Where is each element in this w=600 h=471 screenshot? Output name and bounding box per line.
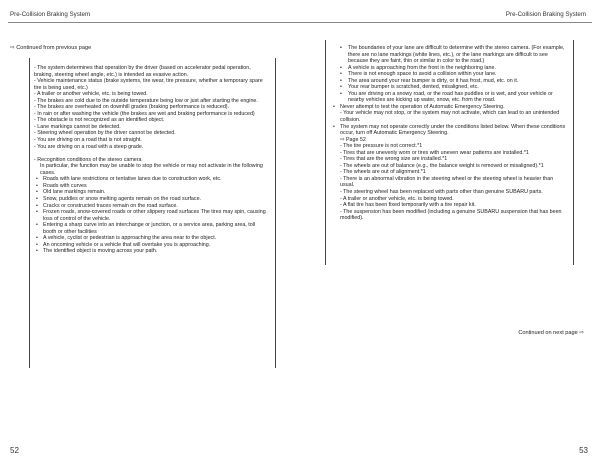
list-item: • Old lane markings remain. [36, 189, 106, 196]
header-title-right: Pre-Collision Braking System [505, 11, 586, 18]
list-item: • Roads with curves [36, 182, 87, 189]
list-item: • Snow, puddles or snow melting agents remain on the road surface. [36, 195, 202, 202]
left-margin-rule [29, 58, 30, 368]
list-item: • The area around your rear bumper is dirty, or it has frost, mud, etc. on it. [340, 77, 519, 84]
condition-item: - Lane markings cannot be detected. [34, 123, 121, 130]
list-item: • Your rear bumper is scratched, dented, misaligned, etc. [340, 84, 479, 91]
condition-item: - You are driving on a road with a steep grade. [34, 143, 144, 150]
continued-next-note: Continued on next page ⇨ [518, 330, 584, 336]
bullet-icon: • [36, 182, 38, 189]
bullet-icon: • [36, 235, 38, 242]
list-item: • There is not enough space to avoid a collision within your lane. [340, 71, 497, 78]
condition-item: - The wheels are out of balance (e.g., the balance weight is removed or misaligned).*1 [340, 162, 544, 169]
bullet-icon: • [340, 45, 342, 51]
list-item: • An oncoming vehicle or a vehicle that will overtake you is approaching. [36, 241, 211, 248]
condition-item: - The suspension has been modified (including a genuine SUBARU suspension that has been modified). [340, 208, 562, 222]
warning-subitem: - Your vehicle may not stop, or the system may not activate, which can lead to an unintended collision. [340, 110, 560, 124]
bullet-icon: • [340, 64, 342, 71]
list-item: • Frozen roads, snow-covered roads or other slippery road surfaces The tires may spin, causing loss of control of the vehicle. [36, 209, 266, 222]
bullet-icon: • [36, 195, 38, 202]
section-intro: In particular, the function may be unable to stop the vehicle or may not activate in the following cases. [40, 163, 263, 176]
page-number-right: 53 [579, 446, 588, 455]
left-column [34, 65, 266, 255]
bullet-icon: • [36, 202, 38, 209]
bullet-icon: • [36, 241, 38, 248]
section-title: - Recognition conditions of the stereo camera [34, 156, 142, 163]
condition-item: - The system determines that operation by the driver (based on accelerator pedal operation, braking, steering wheel angle, etc.) is intended as evasive action. [34, 65, 251, 78]
bullet-icon: • [36, 189, 38, 196]
bullet-icon: • [36, 248, 38, 255]
list-item: • A vehicle is approaching from the front in the neighboring lane. [340, 64, 496, 71]
right-column [331, 45, 567, 222]
bullet-icon: • [340, 90, 342, 97]
list-item: • You are driving on a snowy road, or the road has puddles or is wet, and your vehicle or nearby vehicles are kicking up water, snow, etc. from the road. [340, 90, 553, 104]
page-reference-link[interactable]: ⇨ Page 52 [340, 136, 366, 143]
page-number-left: 52 [10, 446, 19, 455]
list-item: • Entering a sharp curve into an interchange or junction, or a service area, parking area, toll booth or other facilities [36, 222, 256, 235]
spacer [34, 150, 266, 157]
condition-item: - The brakes are cold due to the outside temperature being low or just after starting the engine. [34, 97, 258, 104]
condition-item: - Tires that are unevenly worn or tires with uneven wear patterns are installed.*1 [340, 149, 529, 156]
condition-item: - You are driving on a road that is not straight. [34, 137, 142, 144]
condition-item: - A trailer or another vehicle, etc. is being towed. [340, 195, 454, 202]
condition-item: - The obstacle is not recognized as an identified object. [34, 117, 165, 124]
bullet-icon: • [333, 123, 335, 130]
list-item: • A vehicle, cyclist or pedestrian is approaching the area near to the object. [36, 235, 217, 242]
condition-item: - There is an abnormal vibration in the steering wheel or the steering wheel is heavier than usual. [340, 175, 554, 189]
list-item: • The identified object is moving across your path. [36, 248, 158, 255]
condition-item: - A trailer or another vehicle, etc. is being towed. [34, 91, 148, 98]
list-item: • Roads with lane restrictions or tentative lanes due to construction work, etc. [36, 176, 222, 183]
condition-item: - In rain or after washing the vehicle (the brakes are wet and braking performance is reduced) [34, 110, 255, 117]
condition-item: - Tires that are the wrong size are installed.*1 [340, 156, 448, 163]
bullet-icon: • [340, 77, 342, 84]
condition-item: - A flat tire has been fixed temporarily with a tire repair kit. [340, 202, 476, 209]
bullet-icon: • [36, 176, 38, 183]
warning-item: • Never attempt to test the operation of Automatic Emergency Steering. [333, 103, 505, 110]
condition-item: - Steering wheel operation by the driver cannot be detected. [34, 130, 176, 137]
bullet-icon: • [340, 71, 342, 78]
condition-item: - The tire pressure is not correct.*1 [340, 143, 423, 150]
condition-item: - The steering wheel has been replaced with parts other than genuine SUBARU parts. [340, 189, 543, 196]
bullet-icon: • [36, 222, 38, 229]
condition-item: - Vehicle maintenance status (brake systems, tire wear, tire pressure, whether a temporary spare tire is being used, etc.) [34, 78, 263, 91]
bullet-icon: • [340, 84, 342, 91]
condition-item: - The wheels are out of alignment.*1 [340, 169, 426, 176]
list-item: • Cracks or constructed traces remain on the road surface. [36, 202, 178, 209]
header-rule [8, 22, 592, 23]
right-column-left-rule [325, 40, 326, 265]
continued-from-note: ⇨ Continued from previous page [10, 45, 92, 51]
warning-item: • The system may not operate correctly under the conditions listed below. When these conditions occur, turn off Automatic Emergency Steering. [333, 123, 566, 137]
left-column-right-rule [275, 58, 276, 368]
right-margin-rule [573, 40, 574, 265]
list-item: • The boundaries of your lane are difficult to determine with the stereo camera. (For example, there are no lane markings (white lines, etc.), or the lane markings are difficult to see because they are faint, thin or similar in color to the road.) [340, 45, 565, 65]
bullet-icon: • [333, 103, 335, 110]
header-title-left: Pre-Collision Braking System [10, 11, 91, 18]
condition-item: - The brakes are overheated on downhill grades (braking performance is reduced). [34, 104, 230, 111]
bullet-icon: • [36, 209, 38, 216]
